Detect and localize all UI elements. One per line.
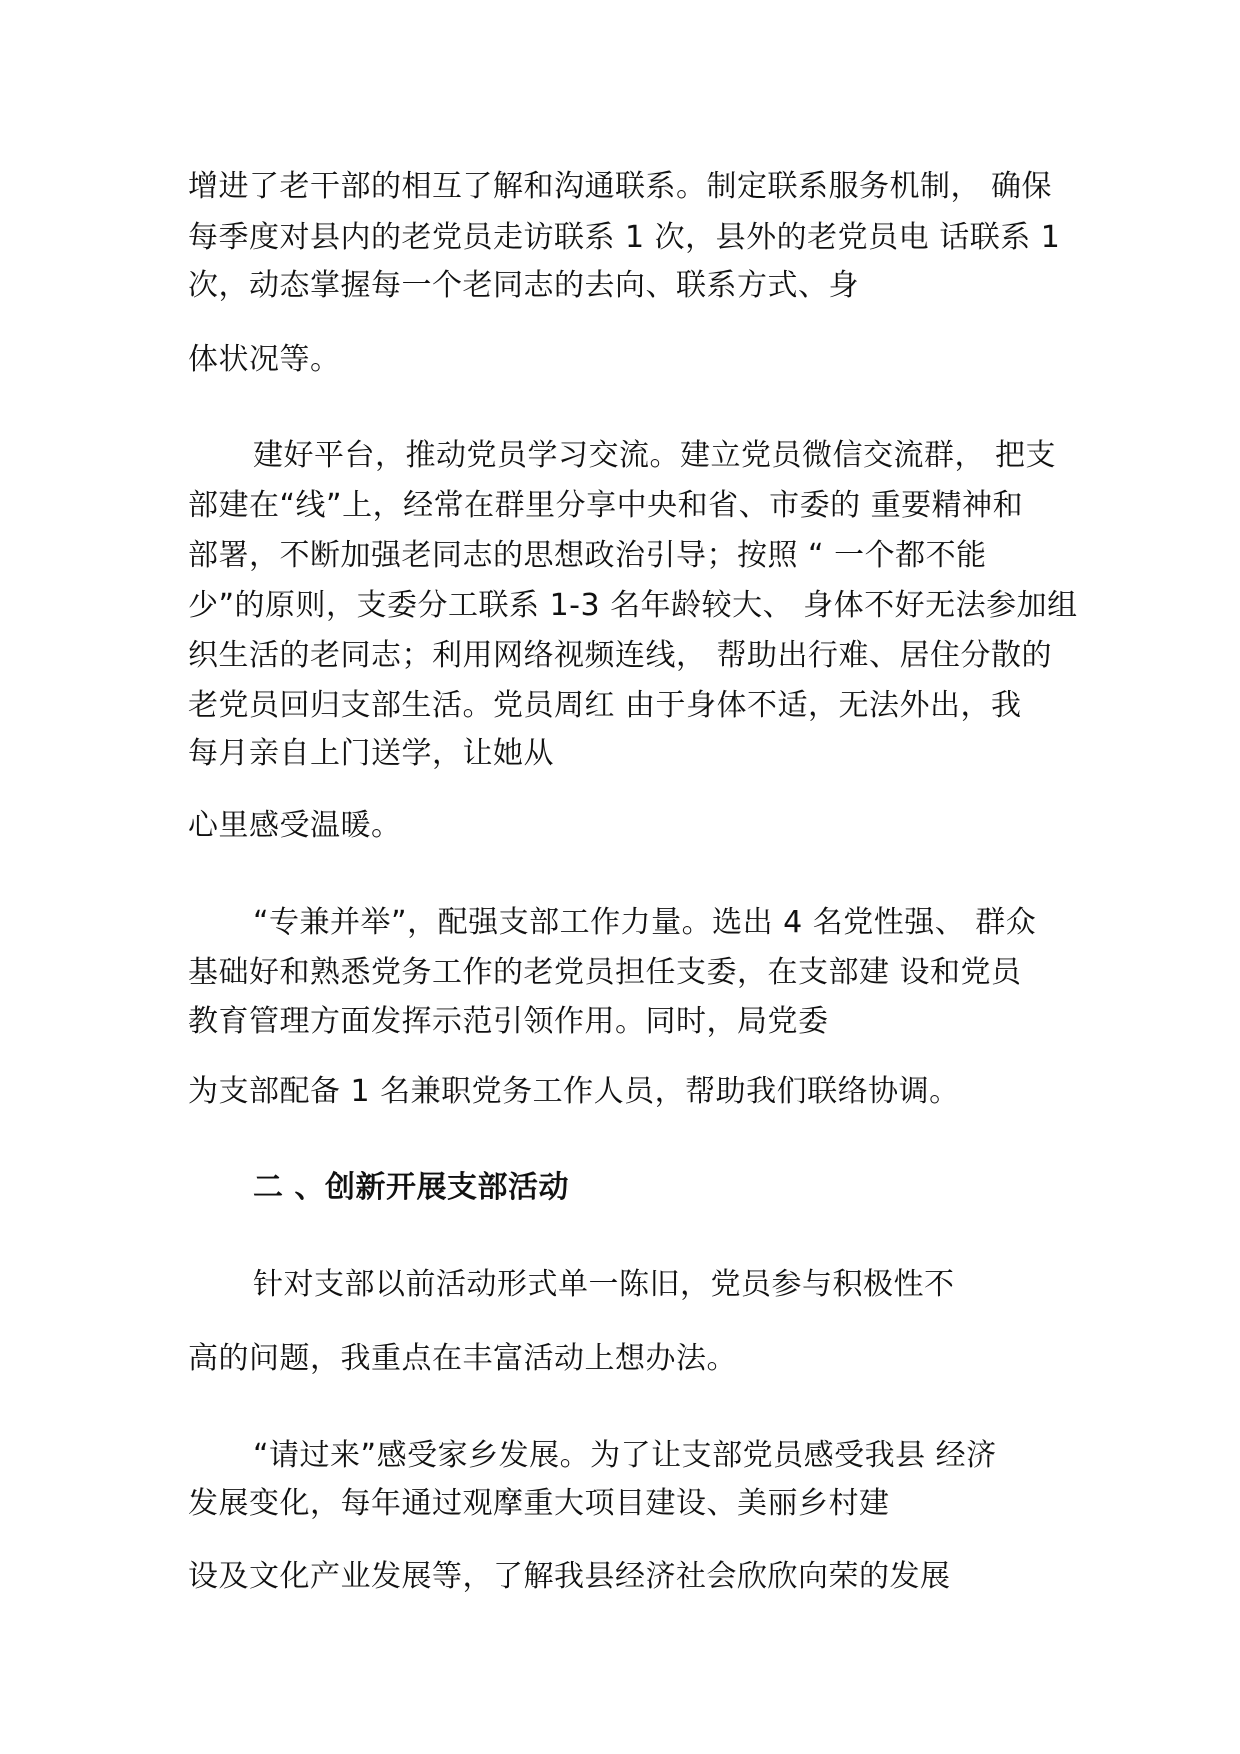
text-line: 体状况等。: [188, 342, 341, 377]
text-line: 针对支部以前活动形式单一陈旧，党员参与积极性不: [253, 1267, 955, 1302]
text-line: 每月亲自上门送学，让她从: [188, 736, 554, 771]
text-line: 心里感受温暖。: [188, 808, 402, 843]
text-line: 建好平台，推动党员学习交流。建立党员微信交流群， 把支: [253, 438, 1057, 473]
text-line: 为支部配备 1 名兼职党务工作人员，帮助我们联络协调。: [188, 1074, 960, 1109]
text-line: 发展变化，每年通过观摩重大项目建设、美丽乡村建: [188, 1486, 890, 1521]
text-line: 织生活的老同志；利用网络视频连线， 帮助出行难、居住分散的: [188, 638, 1053, 673]
text-line: 老党员回归支部生活。党员周红 由于身体不适，无法外出，我: [188, 688, 1022, 723]
text-line: 基础好和熟悉党务工作的老党员担任支委，在支部建 设和党员: [188, 955, 1022, 990]
text-line: “专兼并举”，配强支部工作力量。选出 4 名党性强、 群众: [253, 905, 1037, 940]
text-line: 次，动态掌握每一个老同志的去向、联系方式、身: [188, 268, 859, 303]
text-line: 部署，不断加强老同志的思想政治引导；按照 “ 一个都不能: [188, 538, 987, 573]
text-line: 每季度对县内的老党员走访联系 1 次，县外的老党员电 话联系 1: [188, 220, 1061, 255]
text-line: 设及文化产业发展等，了解我县经济社会欣欣向荣的发展: [188, 1559, 951, 1594]
text-line: 部建在“线”上，经常在群里分享中央和省、市委的 重要精神和: [188, 488, 1024, 523]
text-line: 高的问题，我重点在丰富活动上想办法。: [188, 1341, 737, 1376]
text-line: 增进了老干部的相互了解和沟通联系。制定联系服务机制， 确保: [188, 169, 1053, 204]
text-line: 少”的原则，支委分工联系 1-3 名年龄较大、 身体不好无法参加组: [188, 588, 1078, 623]
text-line: “请过来”感受家乡发展。为了让支部党员感受我县 经济: [253, 1438, 997, 1473]
text-line: 教育管理方面发挥示范引领作用。同时，局党委: [188, 1004, 829, 1039]
section-heading: 二 、创新开展支部活动: [253, 1170, 569, 1205]
